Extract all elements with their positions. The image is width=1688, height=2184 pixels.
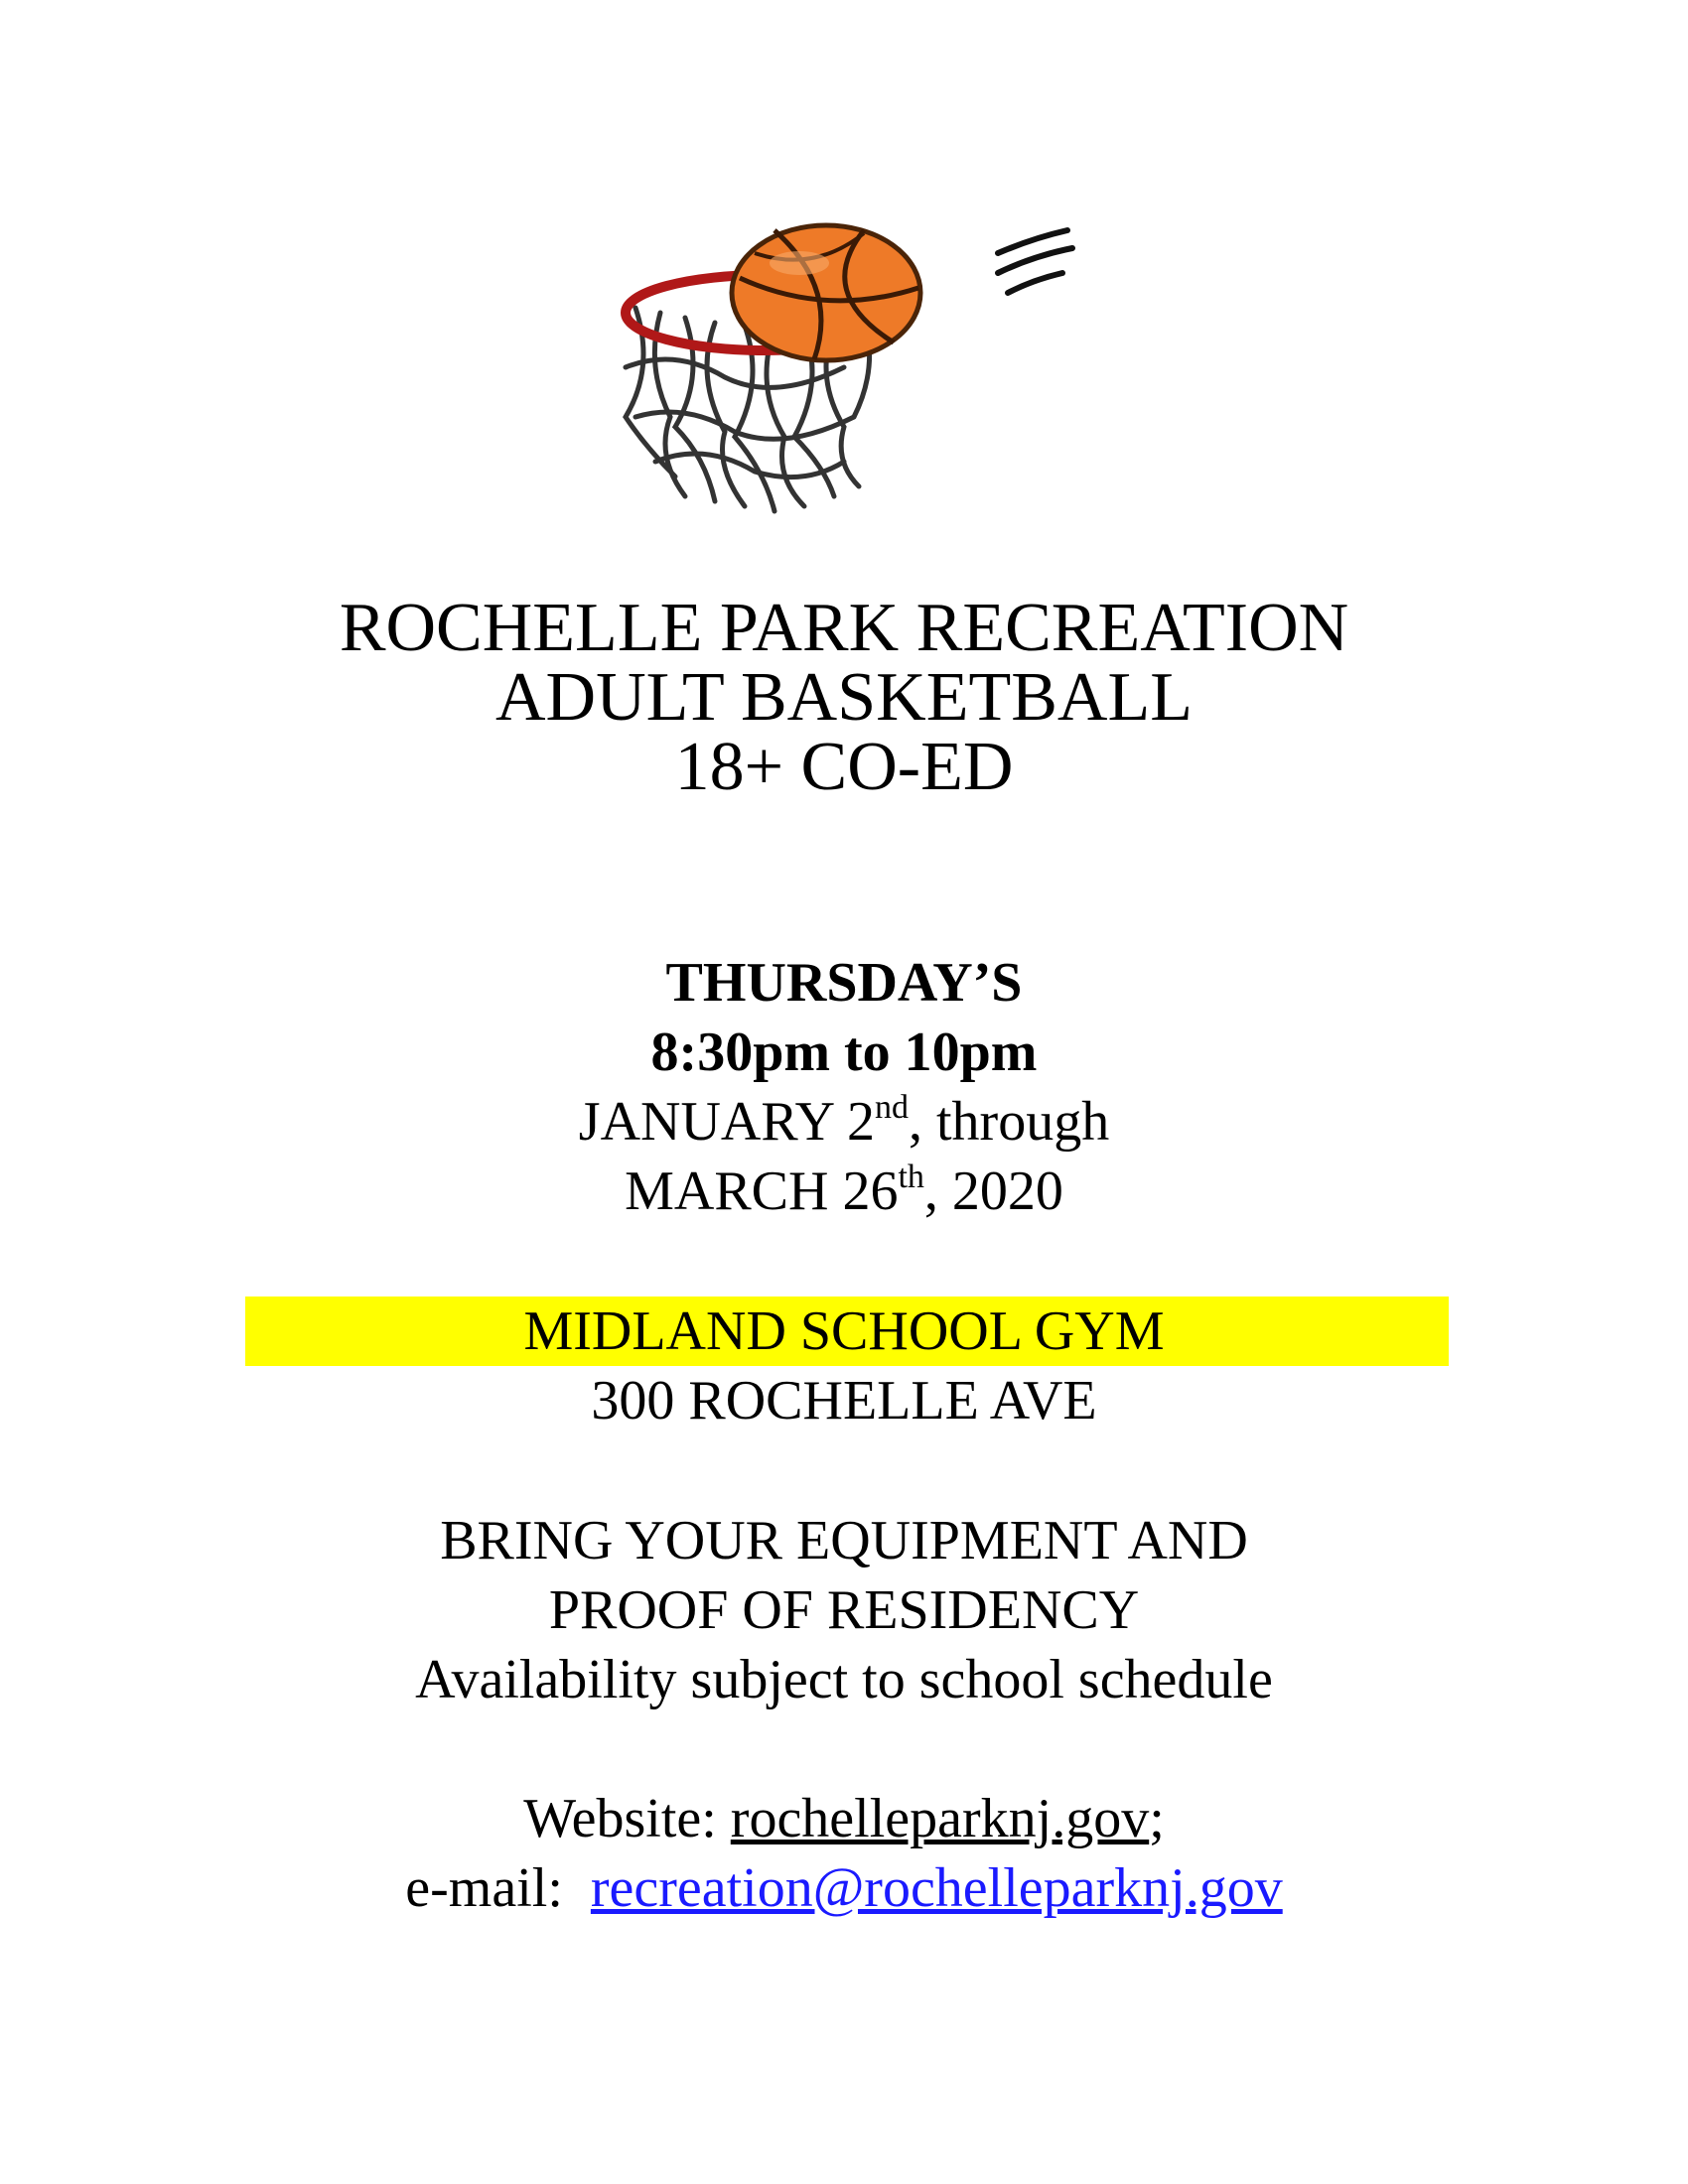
email-label: e-mail: (405, 1857, 591, 1919)
website-line (0, 1784, 1688, 1853)
schedule (0, 948, 1688, 1226)
website-label: Website: (523, 1788, 731, 1849)
flyer-title (0, 590, 1688, 805)
title-line-3: 18+ CO-ED (674, 729, 1014, 805)
start-date-text: JANUARY 2 (578, 1091, 875, 1153)
location-address: 300 ROCHELLE AVE (591, 1370, 1097, 1432)
start-date-tail: , through (908, 1091, 1110, 1153)
title-line-1: ROCHELLE PARK RECREATION (339, 590, 1349, 666)
start-date-suffix: nd (874, 1089, 909, 1126)
notes-line-3: Availability subject to school schedule (415, 1649, 1273, 1710)
location-name: MIDLAND SCHOOL GYM (523, 1300, 1165, 1362)
email-link[interactable]: recreation@rochelleparknj.gov (590, 1857, 1283, 1919)
schedule-time: 8:30pm to 10pm (650, 1022, 1038, 1083)
schedule-end-date (0, 1157, 1688, 1226)
end-date-suffix: th (898, 1159, 924, 1195)
location (0, 1297, 1688, 1435)
end-date-text: MARCH 26 (625, 1160, 899, 1222)
notes-line-1: BRING YOUR EQUIPMENT AND (440, 1510, 1248, 1571)
contact (0, 1784, 1688, 1923)
schedule-day: THURSDAY’S (665, 952, 1023, 1014)
end-date-tail: , 2020 (923, 1160, 1063, 1222)
notes-line-2: PROOF OF RESIDENCY (548, 1579, 1140, 1641)
website-separator: ; (1149, 1788, 1165, 1849)
website-link[interactable]: rochelleparknj.gov (730, 1788, 1150, 1849)
title-line-2: ADULT BASKETBALL (495, 659, 1193, 736)
basketball-hoop-icon (616, 218, 1112, 516)
notes (0, 1506, 1688, 1714)
schedule-start-date (0, 1087, 1688, 1157)
email-line (0, 1853, 1688, 1923)
